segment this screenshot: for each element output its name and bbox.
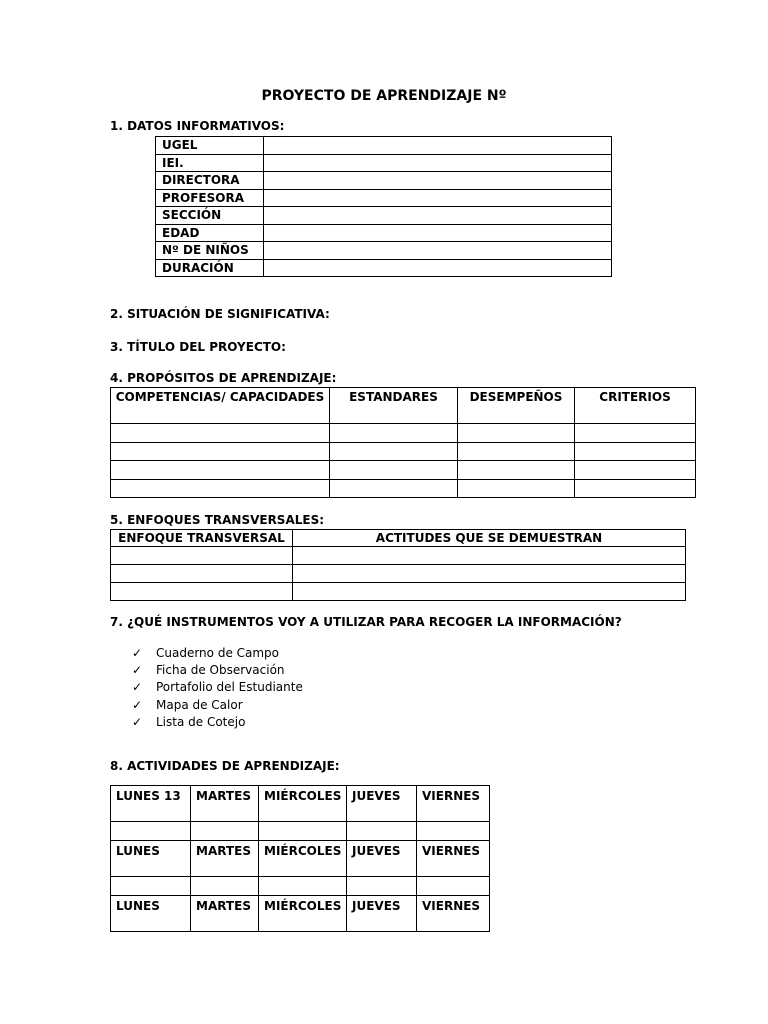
list-item bbox=[132, 697, 303, 714]
column-header: ESTANDARES bbox=[330, 388, 458, 424]
day-cell: MARTES bbox=[191, 786, 259, 822]
value-cell bbox=[264, 137, 612, 155]
value-cell bbox=[264, 189, 612, 207]
column-header: DESEMPEÑOS bbox=[458, 388, 575, 424]
table-row bbox=[156, 207, 612, 225]
checkmark-icon: ✓ bbox=[132, 697, 143, 712]
table-row bbox=[111, 786, 490, 822]
column-header: ACTITUDES QUE SE DEMUESTRAN bbox=[293, 530, 686, 547]
table-row bbox=[111, 424, 696, 443]
list-item-label: Mapa de Calor bbox=[156, 697, 243, 712]
checkmark-icon: ✓ bbox=[132, 663, 143, 678]
list-item-label: Portafolio del Estudiante bbox=[156, 680, 303, 695]
table-row bbox=[111, 442, 696, 461]
list-item bbox=[132, 645, 303, 662]
value-cell bbox=[264, 242, 612, 260]
column-header: ENFOQUE TRANSVERSAL bbox=[111, 530, 293, 547]
table-row bbox=[111, 565, 686, 583]
day-cell: VIERNES bbox=[417, 841, 490, 877]
section-1-heading: 1. DATOS INFORMATIVOS: bbox=[110, 119, 285, 133]
day-cell: JUEVES bbox=[347, 786, 417, 822]
actividades-table bbox=[110, 785, 490, 932]
list-item bbox=[132, 679, 303, 696]
value-cell bbox=[264, 259, 612, 277]
row-label: UGEL bbox=[156, 137, 264, 155]
section-2-heading: 2. SITUACIÓN DE SIGNIFICATIVA: bbox=[110, 307, 330, 321]
table-row bbox=[111, 479, 696, 498]
section-7-heading: 7. ¿QUÉ INSTRUMENTOS VOY A UTILIZAR PARA RECOGER LA INFORMACIÓN? bbox=[110, 615, 622, 629]
table-row bbox=[111, 877, 490, 896]
table-row bbox=[156, 242, 612, 260]
table-row bbox=[156, 172, 612, 190]
table-row bbox=[156, 224, 612, 242]
day-cell: MARTES bbox=[191, 841, 259, 877]
value-cell bbox=[264, 224, 612, 242]
list-item-label: Ficha de Observación bbox=[156, 663, 285, 678]
table-row bbox=[111, 841, 490, 877]
row-label: SECCIÓN bbox=[156, 207, 264, 225]
table-row bbox=[156, 189, 612, 207]
column-header: COMPETENCIAS/ CAPACIDADES bbox=[111, 388, 330, 424]
row-label: EDAD bbox=[156, 224, 264, 242]
row-label: Nº DE NIÑOS bbox=[156, 242, 264, 260]
datos-informativos-table bbox=[155, 136, 612, 277]
value-cell bbox=[264, 207, 612, 225]
section-5-heading: 5. ENFOQUES TRANSVERSALES: bbox=[110, 513, 325, 527]
propositos-table bbox=[110, 387, 696, 498]
day-cell: MIÉRCOLES bbox=[259, 841, 347, 877]
section-8-heading: 8. ACTIVIDADES DE APRENDIZAJE: bbox=[110, 759, 340, 773]
instruments-list bbox=[132, 645, 303, 731]
day-cell: MIÉRCOLES bbox=[259, 786, 347, 822]
checkmark-icon: ✓ bbox=[132, 646, 143, 660]
day-cell: VIERNES bbox=[417, 896, 490, 932]
list-item-label: Lista de Cotejo bbox=[156, 714, 246, 729]
day-cell: JUEVES bbox=[347, 841, 417, 877]
row-label: IEI. bbox=[156, 154, 264, 172]
table-row bbox=[156, 137, 612, 155]
day-cell: LUNES 13 bbox=[111, 786, 191, 822]
checkmark-icon: ✓ bbox=[132, 714, 143, 729]
row-label: PROFESORA bbox=[156, 189, 264, 207]
table-row bbox=[111, 461, 696, 480]
table-row bbox=[111, 583, 686, 601]
row-label: DIRECTORA bbox=[156, 172, 264, 190]
row-label: DURACIÓN bbox=[156, 259, 264, 277]
table-header-row bbox=[111, 388, 696, 424]
document-title: PROYECTO DE APRENDIZAJE Nº bbox=[261, 88, 507, 104]
day-cell: JUEVES bbox=[347, 896, 417, 932]
list-item bbox=[132, 714, 303, 731]
list-item-label: Cuaderno de Campo bbox=[156, 646, 280, 660]
table-row bbox=[156, 259, 612, 277]
list-item bbox=[132, 662, 303, 679]
section-4-heading: 4. PROPÓSITOS DE APRENDIZAJE: bbox=[110, 371, 337, 385]
value-cell bbox=[264, 172, 612, 190]
enfoques-table bbox=[110, 529, 686, 601]
checkmark-icon: ✓ bbox=[132, 680, 143, 695]
value-cell bbox=[264, 154, 612, 172]
section-3-heading: 3. TÍTULO DEL PROYECTO: bbox=[110, 340, 286, 354]
table-row bbox=[111, 822, 490, 841]
day-cell: MARTES bbox=[191, 896, 259, 932]
column-header: CRITERIOS bbox=[575, 388, 696, 424]
table-header-row bbox=[111, 530, 686, 547]
day-cell: LUNES bbox=[111, 896, 191, 932]
table-row bbox=[111, 896, 490, 932]
day-cell: VIERNES bbox=[417, 786, 490, 822]
table-row bbox=[156, 154, 612, 172]
table-row bbox=[111, 547, 686, 565]
day-cell: MIÉRCOLES bbox=[259, 896, 347, 932]
day-cell: LUNES bbox=[111, 841, 191, 877]
